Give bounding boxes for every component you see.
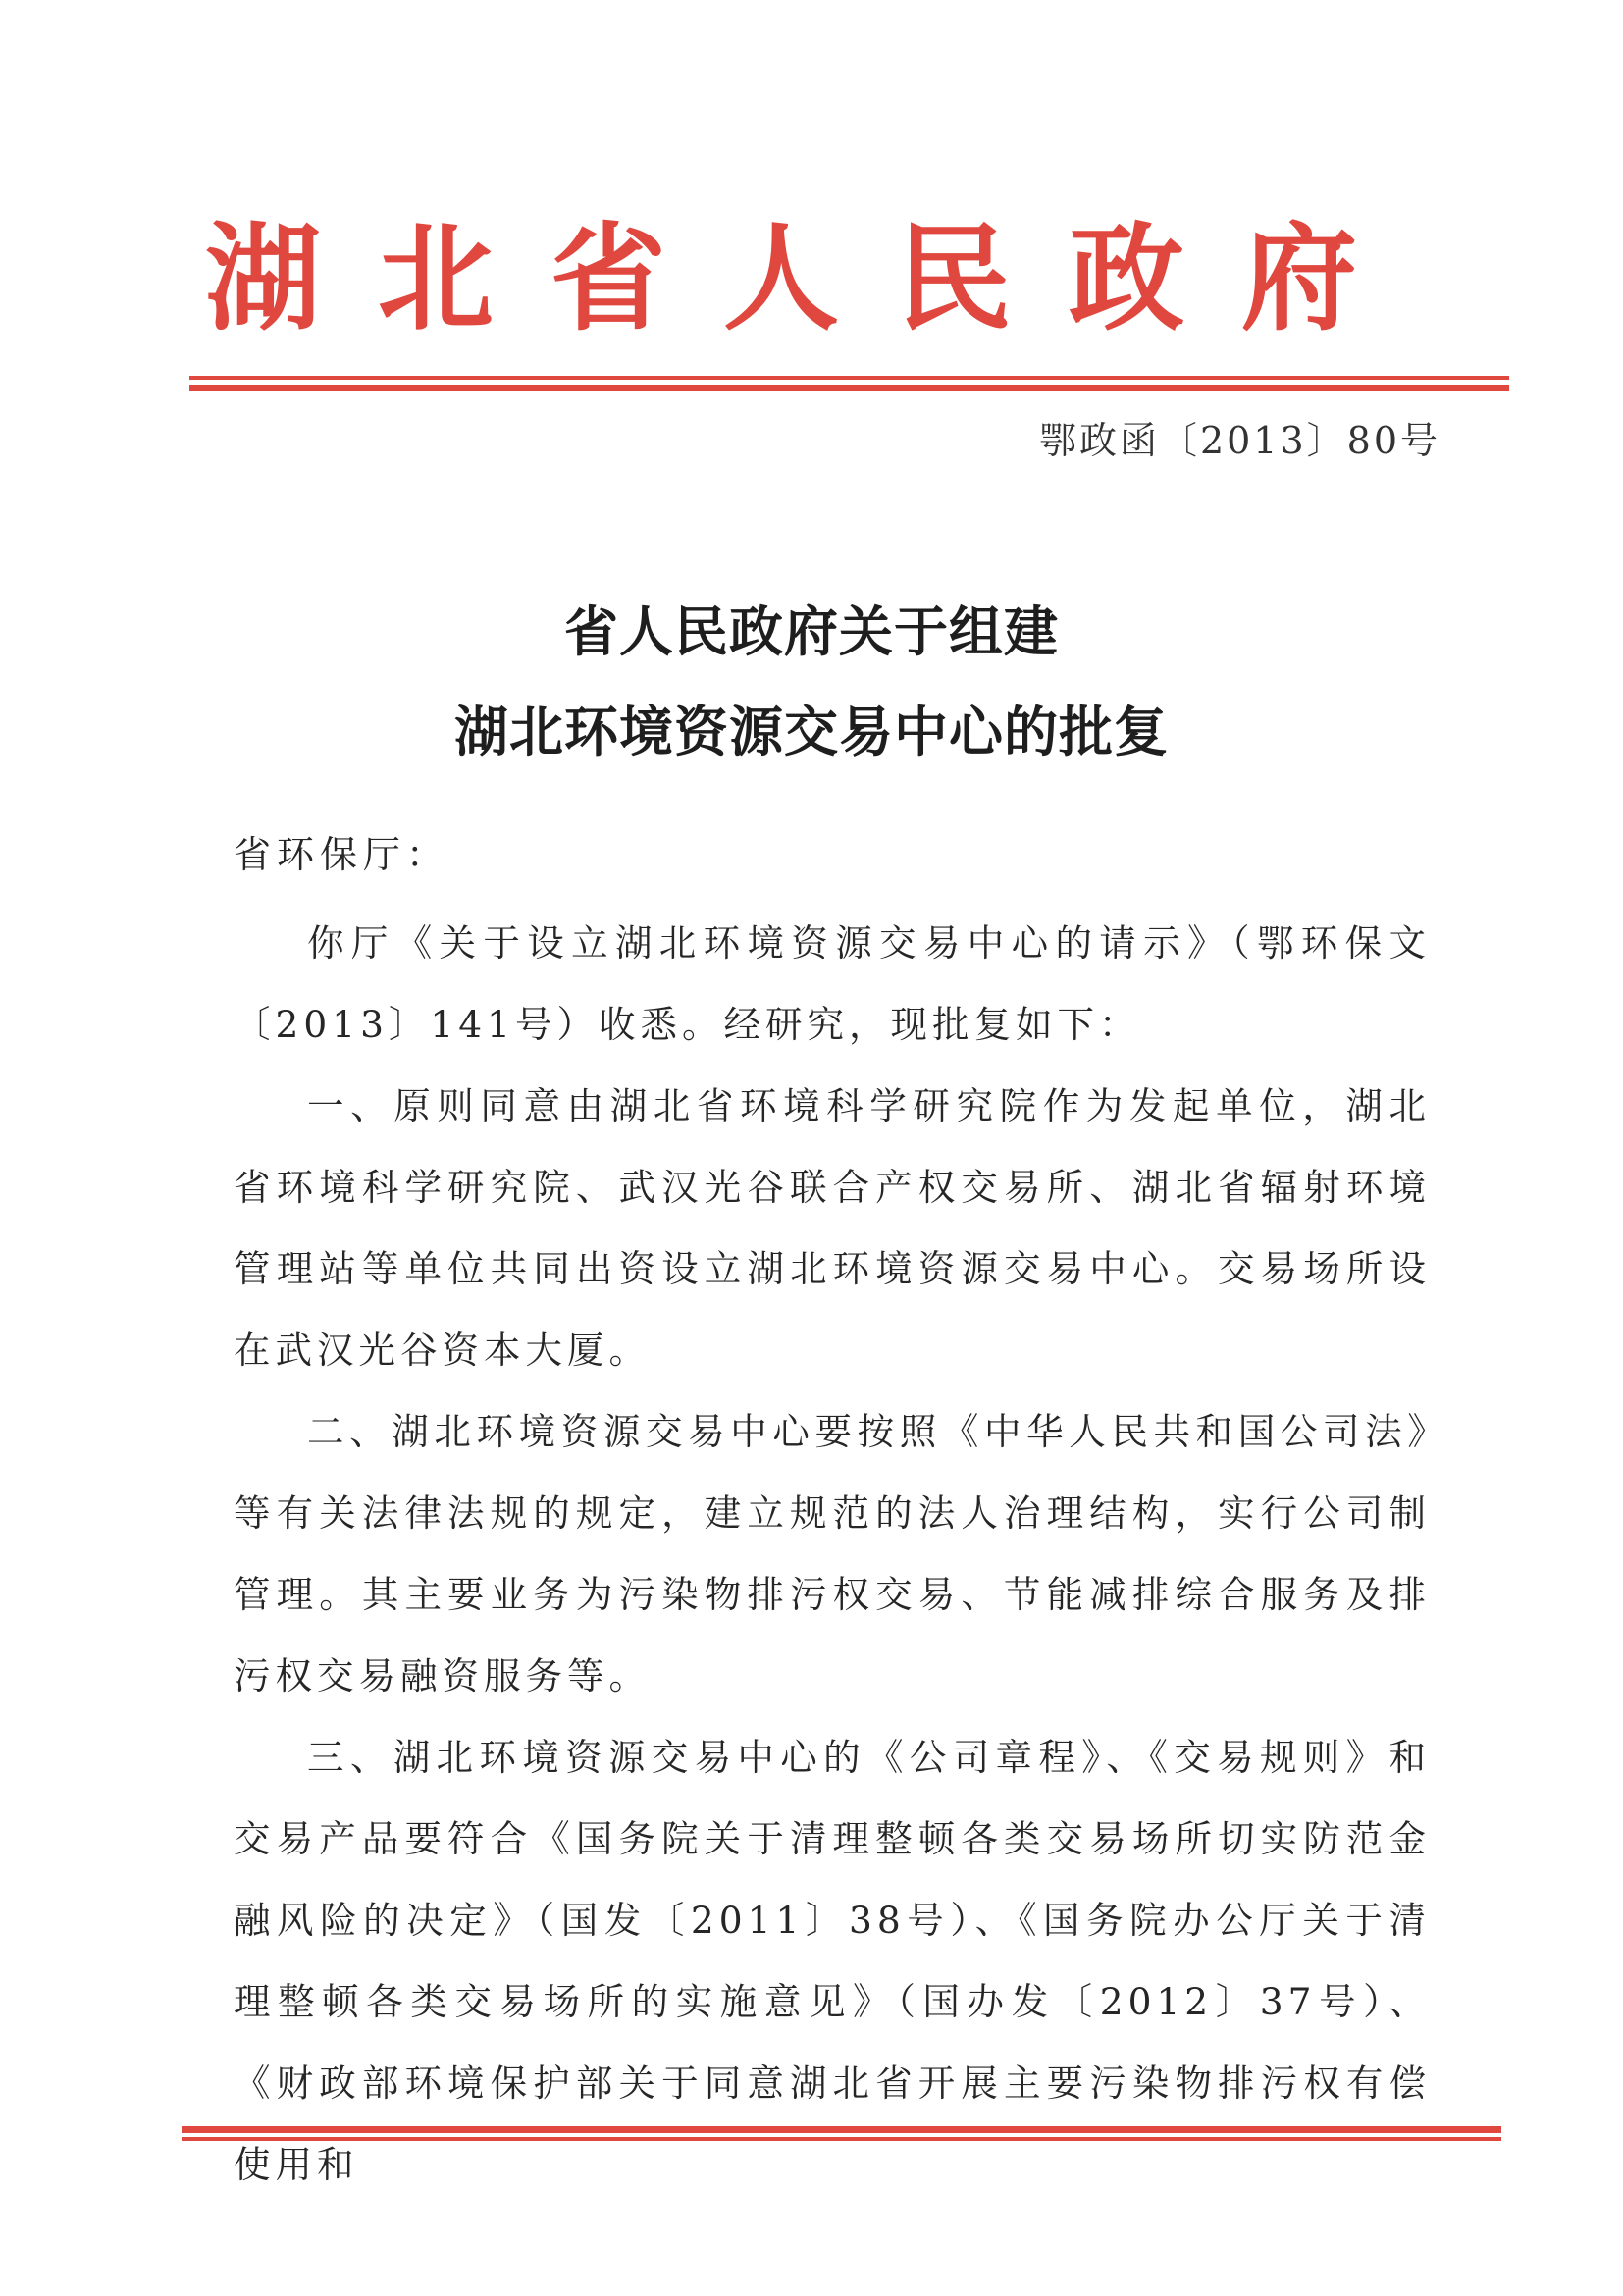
- paragraph-2: 一、原则同意由湖北省环境科学研究院作为发起单位，湖北省环境科学研究院、武汉光谷联合产权交易所、湖北省辐射环境管理站等单位共同出资设立湖北环境资源交易中心。交易场所设在武汉光谷资本大厦。: [234, 1084, 1431, 1372]
- addressee: 省环保厅：: [234, 833, 450, 876]
- masthead-title: 湖北省人民政府: [204, 210, 1414, 346]
- masthead-red-rule: [189, 376, 1509, 393]
- footer-red-rule: [182, 2126, 1501, 2144]
- paragraph-4: 三、湖北环境资源交易中心的《公司章程》、《交易规则》和交易产品要符合《国务院关于清理整顿各类交易场所切实防范金融风险的决定》（国发〔2011〕38号）、《国务院办公厅关于清理整顿各类交易场所的实施意见》（国办发〔2012〕37号）、《财政部环境保护部关于同意湖北省开展主要污染物排污权有偿使用和: [234, 1736, 1431, 2186]
- document-body: [234, 903, 1431, 2206]
- document-number: 鄂政函〔2013〕80号: [1038, 419, 1440, 462]
- document-title-line1: 省人民政府关于组建: [563, 600, 1059, 663]
- paragraph-3: 二、湖北环境资源交易中心要按照《中华人民共和国公司法》等有关法律法规的规定，建立规范的法人治理结构，实行公司制管理。其主要业务为污染物排污权交易、节能减排综合服务及排污权交易融资服务等。: [234, 1410, 1431, 1697]
- document-title-line2: 湖北环境资源交易中心的批复: [453, 701, 1169, 763]
- paragraph-1: 你厅《关于设立湖北环境资源交易中心的请示》（鄂环保文〔2013〕141号）收悉。经研究，现批复如下：: [234, 921, 1431, 1046]
